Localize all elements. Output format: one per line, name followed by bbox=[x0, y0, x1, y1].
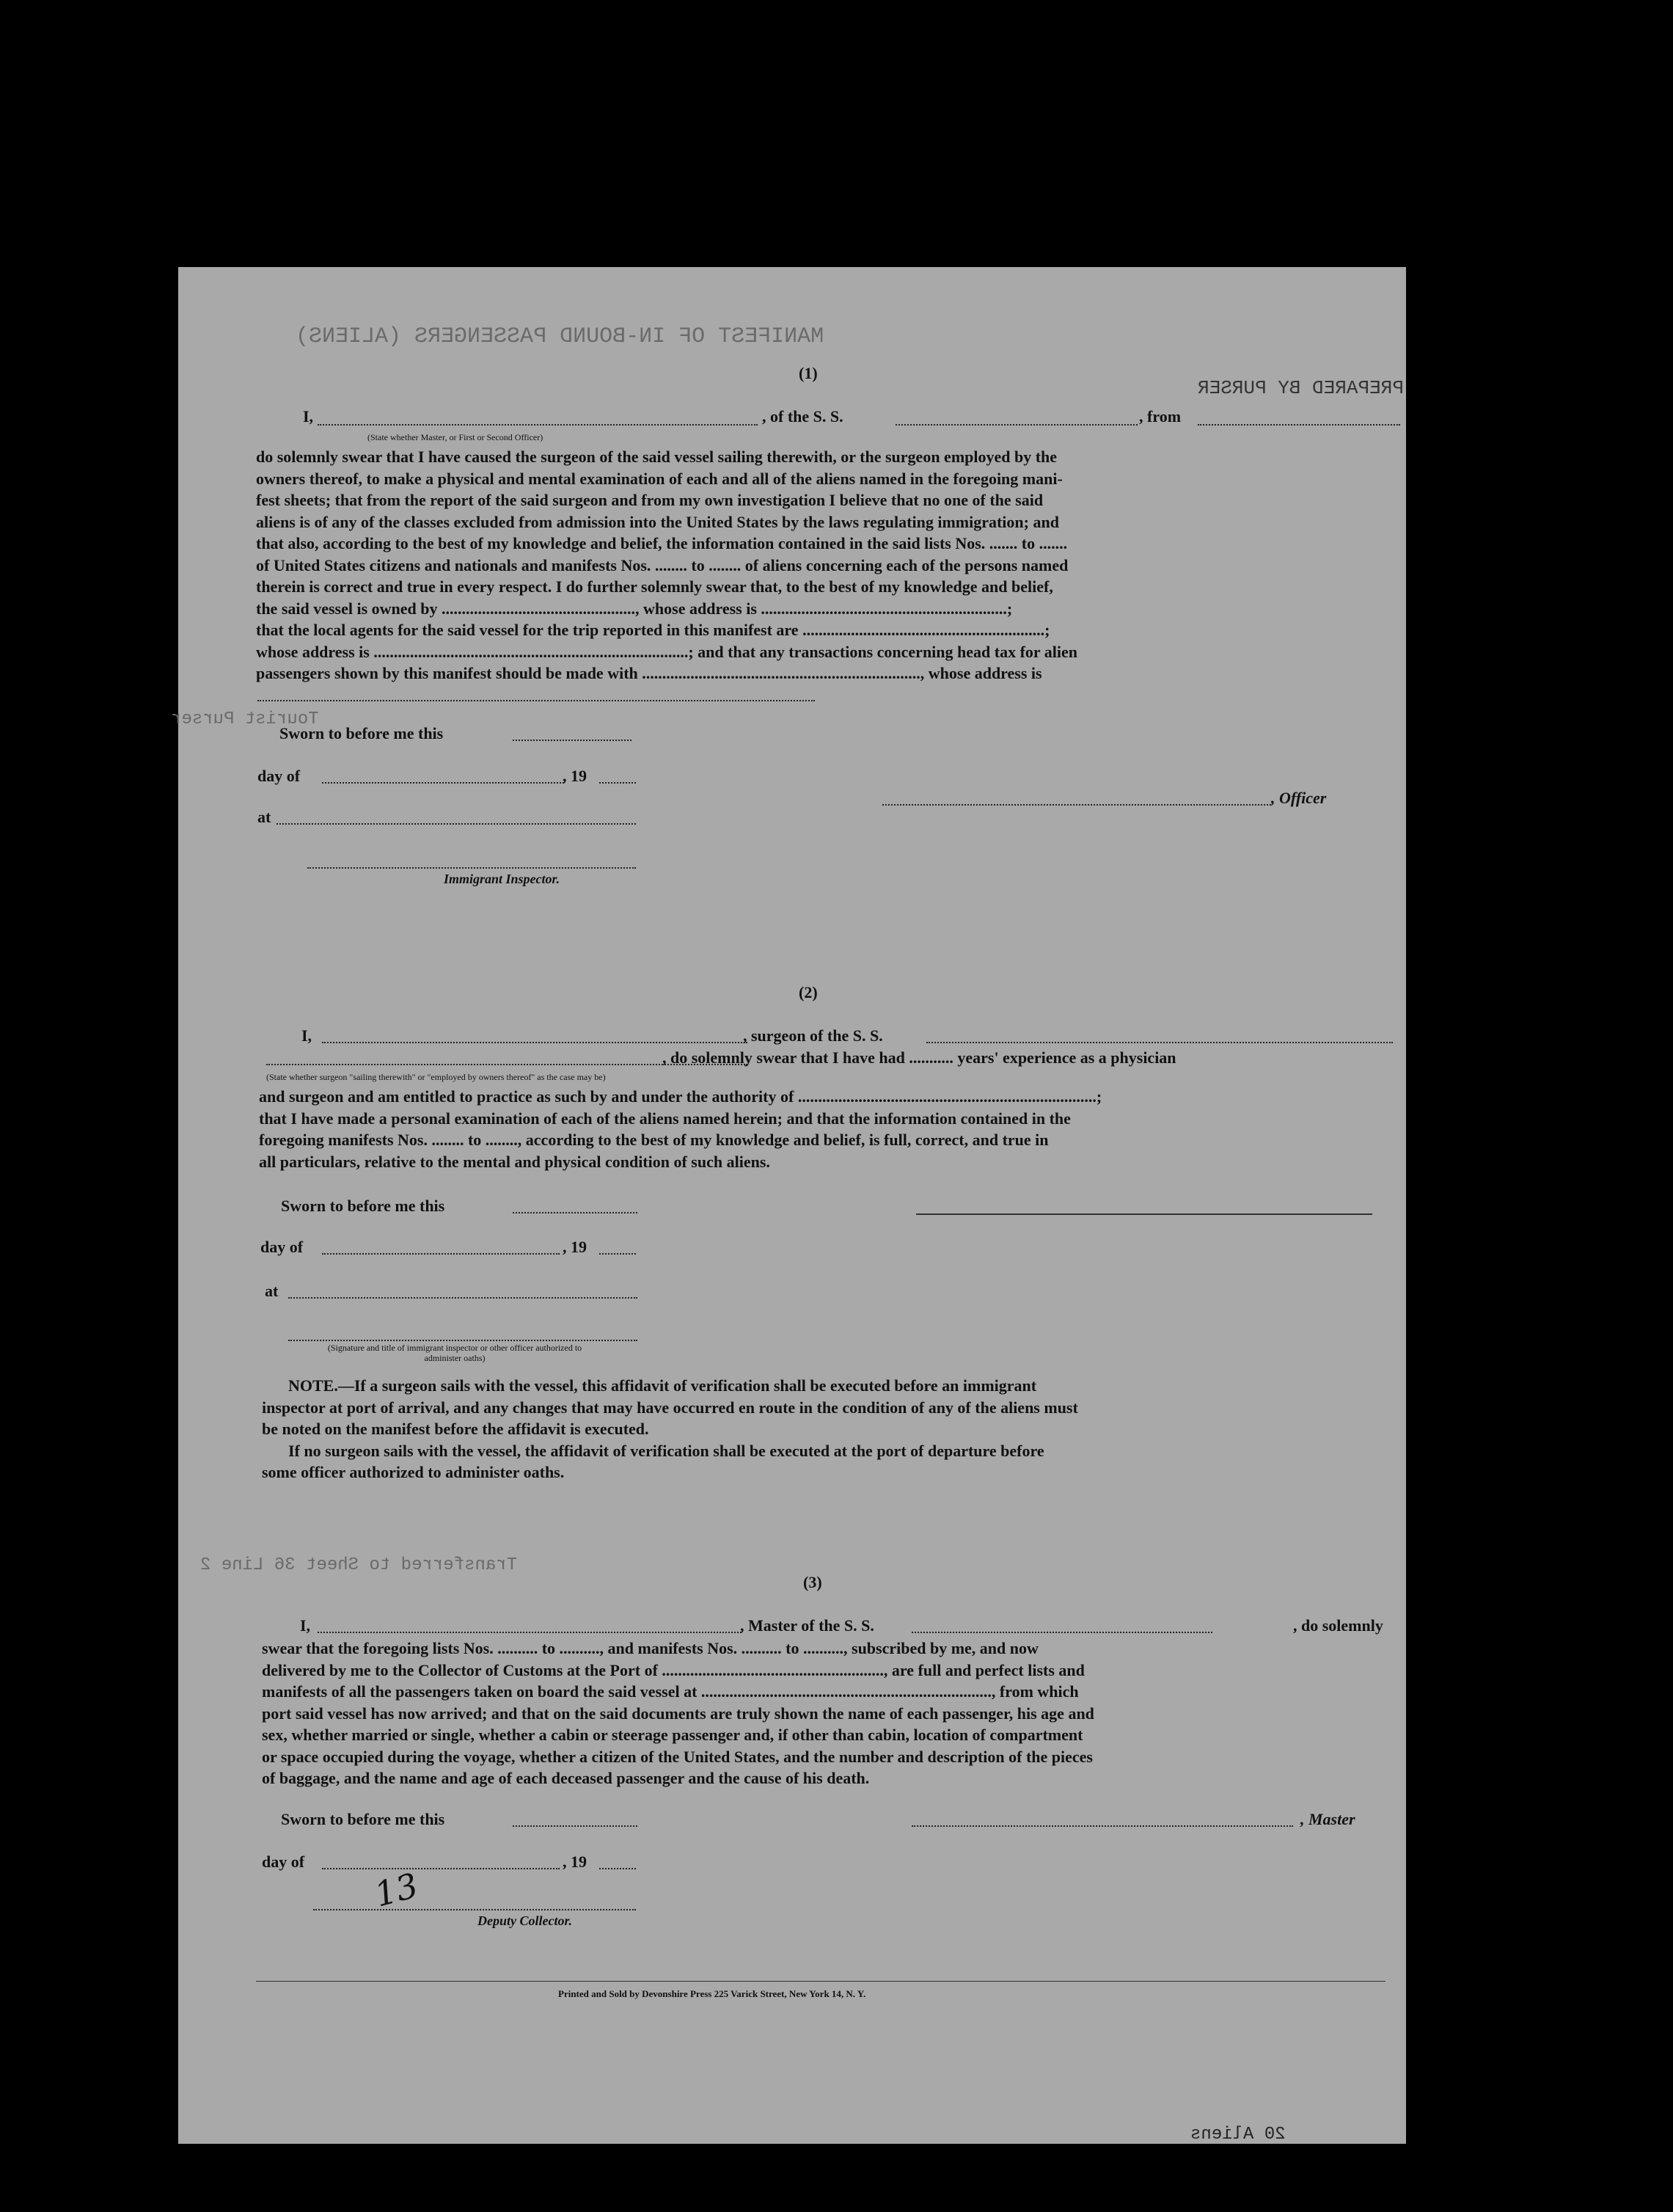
oath-line: manifests of all the passengers taken on board the said vessel at ........................................................................, from which bbox=[262, 1682, 1079, 1701]
master-signature-blank bbox=[912, 1825, 1293, 1827]
oath-line: all particulars, relative to the mental and physical condition of such aliens. bbox=[259, 1152, 770, 1171]
note-line: some officer authorized to administer oaths. bbox=[262, 1463, 565, 1481]
master-label: , Master bbox=[1300, 1810, 1355, 1828]
from-blank bbox=[1198, 424, 1400, 426]
oath-line: sex, whether married or single, whether a cabin or steerage passenger and, if other than cabin, location of compartment bbox=[262, 1726, 1083, 1744]
note-line: be noted on the manifest before the affidavit is executed. bbox=[262, 1420, 649, 1438]
oath-line: aliens is of any of the classes excluded from admission into the United States by the laws regulating immigration; and bbox=[256, 512, 1059, 531]
of-ss-label: , of the S. S. bbox=[762, 407, 843, 426]
sworn-label-3: Sworn to before me this bbox=[281, 1810, 445, 1828]
at-blank-2 bbox=[288, 1297, 637, 1299]
punch-hole bbox=[1421, 450, 1457, 486]
signature-blank-2 bbox=[288, 1340, 637, 1341]
oath-line: therein is correct and true in every respect. I do further solemnly swear that, to the best of my knowledge and belief, bbox=[256, 577, 1053, 596]
section-2-oath bbox=[259, 1086, 1403, 1172]
master-name-blank bbox=[318, 1632, 742, 1633]
officer-signature-blank bbox=[882, 804, 1271, 806]
handwritten-mark: 13 bbox=[370, 1865, 422, 1915]
oath-line: do solemnly swear that I have caused the surgeon of the said vessel sailing therewith, or the surgeon employed by the bbox=[256, 448, 1058, 466]
sworn-label-2: Sworn to before me this bbox=[281, 1197, 445, 1215]
oath-line: delivered by me to the Collector of Customs at the Port of ......................................................., are full and perfect lists and bbox=[262, 1660, 1085, 1679]
master-of-label: , Master of the S. S. bbox=[740, 1616, 874, 1635]
day-of-label-1: day of bbox=[257, 767, 301, 785]
master-vessel-blank bbox=[912, 1632, 1212, 1633]
surgeon-name-blank bbox=[322, 1042, 747, 1043]
punch-hole bbox=[1415, 1221, 1450, 1256]
section-1-opening: I, bbox=[303, 407, 314, 426]
section-2-number: (2) bbox=[799, 983, 818, 1001]
section-3-oath bbox=[262, 1638, 1403, 1789]
day-of-blank-1 bbox=[322, 782, 564, 784]
bleed-through-purser: PREPARED BY PURSER bbox=[1198, 377, 1404, 399]
day-of-blank-3 bbox=[322, 1868, 560, 1869]
note-line: If no surgeon sails with the vessel, the affidavit of verification shall be executed at the port of departure before bbox=[288, 1441, 1044, 1460]
from-label: , from bbox=[1139, 407, 1182, 426]
note-line: inspector at port of arrival, and any changes that may have occurred en route in the condition of any of the aliens must bbox=[262, 1398, 1078, 1417]
sworn-blank-2 bbox=[513, 1212, 637, 1213]
day-of-blank-2 bbox=[322, 1253, 560, 1255]
day-of-label-2: day of bbox=[260, 1238, 304, 1256]
manifest-page bbox=[171, 267, 1406, 2145]
oath-line: that also, according to the best of my knowledge and belief, the information contained in the said lists Nos. ....... to ....... bbox=[256, 534, 1068, 552]
section-3-number: (3) bbox=[803, 1573, 822, 1591]
oath-line: and surgeon and am entitled to practice as such by and under the authority of ..........................................................................; bbox=[259, 1087, 1102, 1106]
oath-line: swear that the foregoing lists Nos. .......... to .........., and manifests Nos. .......... to .........., subscribed by me, and now bbox=[262, 1639, 1039, 1657]
section-3-opening: I, bbox=[300, 1616, 311, 1635]
punch-hole bbox=[1415, 1654, 1450, 1689]
do-solemnly-label: , do solemnly bbox=[1293, 1616, 1383, 1635]
deputy-collector-label: Deputy Collector. bbox=[477, 1913, 572, 1928]
bleed-through-transferred: Transferred to Sheet 36 Line 2 bbox=[200, 1555, 518, 1575]
oath-line: that the local agents for the said vessel for the trip reported in this manifest are ............................................................; bbox=[256, 621, 1050, 639]
note-block bbox=[262, 1375, 1403, 1483]
bleed-through-tourist: Tourist Purser bbox=[171, 709, 319, 729]
year-label-3: , 19 bbox=[563, 1853, 587, 1871]
section-2-opening: I, bbox=[301, 1026, 312, 1045]
at-blank-1 bbox=[277, 823, 636, 825]
inspector-label: Immigrant Inspector. bbox=[444, 872, 560, 886]
punch-hole bbox=[1416, 766, 1451, 801]
oath-line: owners thereof, to make a physical and mental examination of each and all of the aliens named in the foregoing mani- bbox=[256, 469, 1063, 488]
punch-hole bbox=[1421, 304, 1457, 340]
signature-note: (Signature and title of immigrant inspector or other officer authorized to administer oaths) bbox=[327, 1343, 582, 1363]
footer-rule bbox=[256, 1981, 1385, 1982]
bleed-through-title: MANIFEST OF IN-BOUND PASSENGERS (ALIENS) bbox=[296, 324, 824, 349]
punch-hole bbox=[1415, 1764, 1450, 1799]
punch-hole bbox=[1416, 1991, 1451, 2026]
oath-line: fest sheets; that from the report of the said surgeon and from my own investigation I believe that no one of the said bbox=[256, 491, 1044, 509]
vessel-name-blank bbox=[896, 424, 1138, 426]
oath-line: whose address is ..............................................................................; and that any transactions concerning head tax for alien bbox=[256, 642, 1078, 661]
at-label-2: at bbox=[265, 1282, 279, 1300]
officer-label: , Officer bbox=[1271, 789, 1327, 807]
section-1-number: (1) bbox=[799, 364, 818, 382]
year-blank-2 bbox=[599, 1253, 636, 1255]
officer-name-blank bbox=[318, 424, 758, 426]
oath-line: that I have made a personal examination of each of the aliens named herein; and that the information contained in the bbox=[259, 1109, 1071, 1128]
punch-hole bbox=[1416, 1954, 1451, 1990]
oath-line: or space occupied during the voyage, whether a citizen of the United States, and the number and description of the pieces bbox=[262, 1747, 1093, 1766]
sworn-label-1: Sworn to before me this bbox=[279, 724, 444, 742]
note-line: NOTE.—If a surgeon sails with the vessel, this affidavit of verification shall be executed before an immigrant bbox=[288, 1376, 1037, 1395]
year-label-2: , 19 bbox=[563, 1238, 587, 1256]
oath-line: passengers shown by this manifest should be made with ....................................................................., whose address is bbox=[256, 664, 1042, 682]
surgeon-swear-line: , do solemnly swear that I have had ........... years' experience as a physician bbox=[662, 1048, 1176, 1067]
oath-line: port said vessel has now arrived; and that on the said documents are truly shown the name of each passenger, his age and bbox=[262, 1704, 1094, 1723]
trailing-blank bbox=[257, 700, 815, 701]
oath-line: of baggage, and the name and age of each deceased passenger and the cause of his death. bbox=[262, 1769, 870, 1787]
collector-signature-blank bbox=[313, 1909, 636, 1910]
surgeon-signature-line bbox=[916, 1213, 1372, 1215]
section-1-oath bbox=[256, 446, 1400, 685]
officer-note: (State whether Master, or First or Second Officer) bbox=[367, 432, 543, 442]
year-label-1: , 19 bbox=[563, 767, 587, 785]
oath-line: of United States citizens and nationals and manifests Nos. ........ to ........ of aliens concerning each of the persons named bbox=[256, 555, 1069, 574]
punch-hole bbox=[1415, 2101, 1450, 2136]
punch-hole bbox=[1415, 879, 1450, 914]
day-of-label-3: day of bbox=[262, 1853, 305, 1871]
at-label-1: at bbox=[257, 808, 271, 826]
sworn-blank-3 bbox=[513, 1825, 637, 1827]
oath-line: foregoing manifests Nos. ........ to ........, according to the best of my knowledge and belief, is full, correct, and true in bbox=[259, 1131, 1049, 1149]
year-blank-3 bbox=[599, 1868, 636, 1869]
sworn-blank-1 bbox=[513, 740, 632, 741]
punch-hole bbox=[1420, 414, 1455, 449]
printer-imprint: Printed and Sold by Devonshire Press 225 Varick Street, New York 14, N. Y. bbox=[558, 1988, 866, 1999]
punch-hole bbox=[1415, 1332, 1450, 1368]
surgeon-vessel-blank bbox=[926, 1042, 1393, 1043]
surgeon-note: (State whether surgeon "sailing therewith" or "employed by owners thereof" as the case may be) bbox=[266, 1072, 606, 1082]
oath-line: the said vessel is owned by ................................................, whose address is .............................................................; bbox=[256, 599, 1013, 618]
bleed-through-aliens: 20 Aliens bbox=[1190, 2125, 1286, 2145]
year-blank-1 bbox=[599, 782, 636, 784]
surgeon-of-label: , surgeon of the S. S. bbox=[743, 1026, 883, 1045]
